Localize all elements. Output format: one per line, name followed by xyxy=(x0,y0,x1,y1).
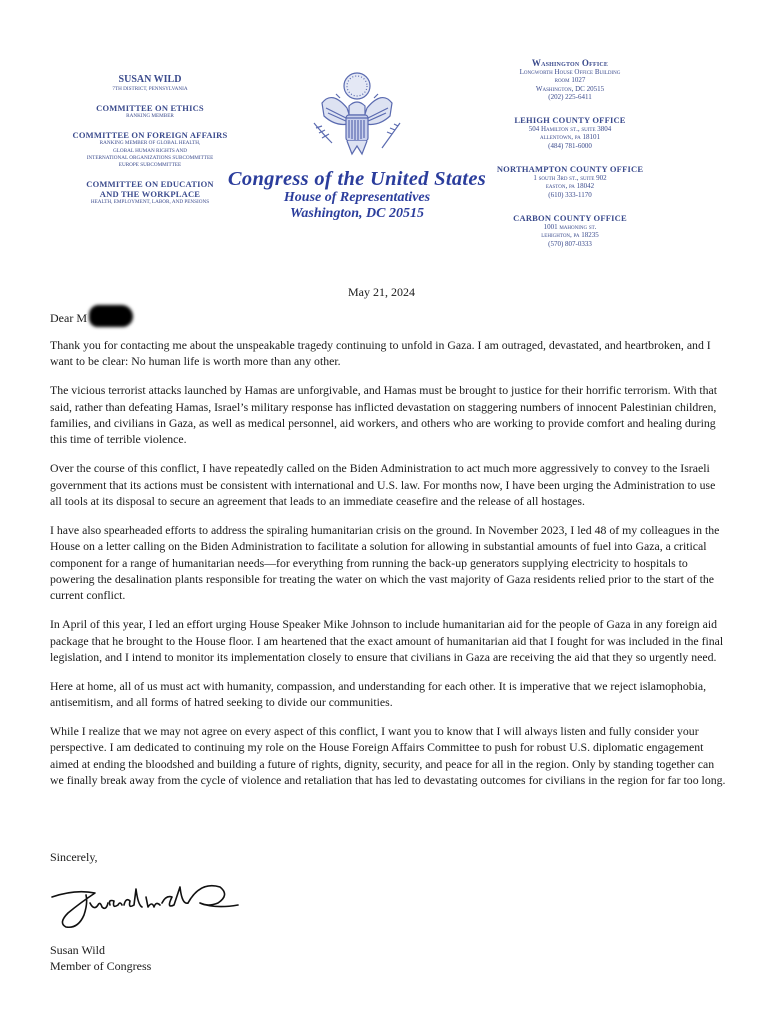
salutation: Dear M xyxy=(50,311,87,325)
office-carbon-title: CARBON COUNTY OFFICE xyxy=(513,212,627,223)
office-line: allentown, pa 18101 xyxy=(540,133,600,142)
office-line: lehighton, pa 18235 xyxy=(541,231,599,240)
congress-title: Congress of the United States xyxy=(227,168,487,190)
committee-education-title: COMMITTEE ON EDUCATION xyxy=(86,179,214,190)
house-subtitle: House of Representatives xyxy=(283,190,431,205)
body-paragraph: Over the course of this conflict, I have repeatedly called on the Biden Administration to act much more aggressively to convey to the Israeli government that its actions must be consistent with international and U.S. law. For months now, I have been urging the Administration to use all tools at its disposal to secure an agreement that leads to an immediate ceasefire and the release of all hostages. xyxy=(50,461,716,509)
office-line: easton, pa 18042 xyxy=(545,182,595,191)
committee-line: GLOBAL HUMAN RIGHTS AND xyxy=(112,147,188,154)
office-washington-title: Washington Office xyxy=(531,58,609,68)
letterhead-left xyxy=(50,74,250,206)
committee-ethics-role: RANKING MEMBER xyxy=(126,113,174,120)
office-line: Longworth House Office Building xyxy=(519,68,621,76)
committee-education-title-line2: AND THE WORKPLACE xyxy=(99,189,201,200)
office-line: (610) 333-1170 xyxy=(548,190,592,199)
committee-line: RANKING MEMBER OF GLOBAL HEALTH, xyxy=(99,140,201,147)
body-paragraph: The vicious terrorist attacks launched by Hamas are unforgivable, and Hamas must be brought to justice for their horrific terrorism. With that said, rather than defeating Hamas, Israel’s military response has inflicted devastation on staggering numbers of innocent Palestinian children, families, and civilians in Gaza, as well as medical personnel, aid workers, and others who are working to provide comfort and healing during this time of terrible violence. xyxy=(50,383,718,447)
office-line: Washington, DC 20515 xyxy=(535,84,605,93)
closing: Sincerely, xyxy=(50,850,98,864)
office-northampton-title: NORTHAMPTON COUNTY OFFICE xyxy=(496,164,644,175)
office-line: 1 south 3rd st., suite 902 xyxy=(533,174,607,183)
office-line: 1001 mahoning st. xyxy=(543,222,597,231)
committee-line: EUROPE SUBCOMMITTEE xyxy=(118,162,182,169)
committee-ethics-title: COMMITTEE ON ETHICS xyxy=(96,103,204,114)
body-paragraph: I have also spearheaded efforts to address the spiraling humanitarian crisis on the ground. In November 2023, I led 48 of my colleagues in the House on a letter calling on the Biden Administration to facilitate a solution for allowing in substantial amounts of fuel into Gaza, a critical component for a range of humanitarian needs—for everything from running the back-up generators supplying electricity to hospitals to powering the desalination plants responsible for treating the water on which the vast majority of Gaza residents relied prior to the start of the current conflict. xyxy=(50,522,720,603)
letter-body xyxy=(50,337,730,801)
committee-line: INTERNATIONAL ORGANIZATIONS SUBCOMMITTEE xyxy=(86,154,214,161)
office-line: (484) 781-6000 xyxy=(548,141,592,150)
house-city: Washington, DC 20515 xyxy=(290,206,424,221)
handwritten-signature xyxy=(50,875,240,935)
office-line: 504 Hamilton st., suite 3804 xyxy=(528,125,612,134)
signer-name: Susan Wild xyxy=(50,943,105,957)
committee-foreign-affairs-title: COMMITTEE ON FOREIGN AFFAIRS xyxy=(72,130,228,141)
body-paragraph: In April of this year, I led an effort urging House Speaker Mike Johnson to include humanitarian aid for the people of Gaza in any foreign aid package that he brought to the House floor. I am heartened that the exact amount of humanitarian aid that I fought for was included in the final legislation, and I intend to monitor its implementation closely to ensure that civilians in Gaza are receiving the aid that they so urgently need. xyxy=(50,617,724,665)
committee-line: HEALTH, EMPLOYMENT, LABOR, AND PENSIONS xyxy=(90,199,210,206)
body-paragraph: Here at home, all of us must act with humanity, compassion, and understanding for each other. It is imperative that we reject islamophobia, antisemitism, and all forms of hatred seeking to divide our communities. xyxy=(50,678,707,710)
member-name: SUSAN WILD xyxy=(118,74,182,85)
body-paragraph: Thank you for contacting me about the unspeakable tragedy continuing to unfold in Gaza. I am outraged, devastated, and heartbroken, and I want to be clear: No human life is worth more than any other. xyxy=(50,338,711,369)
letter-date: May 21, 2024 xyxy=(348,285,415,299)
great-seal-icon xyxy=(302,68,412,168)
letterhead-center xyxy=(222,68,492,222)
office-line: room 1027 xyxy=(554,76,586,85)
office-line: (570) 807-0333 xyxy=(548,239,592,248)
signature-block xyxy=(50,942,151,974)
signer-title: Member of Congress xyxy=(50,959,152,973)
office-line: (202) 225-6411 xyxy=(548,92,592,101)
office-lehigh-title: LEHIGH COUNTY OFFICE xyxy=(514,115,626,126)
member-district: 7TH DISTRICT, PENNSYLVANIA xyxy=(112,86,188,92)
redaction-mark xyxy=(89,305,133,327)
letterhead-right xyxy=(488,58,652,248)
body-paragraph: While I realize that we may not agree on every aspect of this conflict, I want you to know that I will always listen and fully consider your perspective. I am dedicated to continuing my role on the House Foreign Affairs Committee to push for robust U.S. diplomatic engagement aimed at ending the bloodshed and building a future of rights, dignity, security, and peace for all in the region. Only by standing together can we finally break away from the cycle of violence and retaliation that has led to devastating outcomes for civilians in the region for far too long. xyxy=(50,724,726,788)
